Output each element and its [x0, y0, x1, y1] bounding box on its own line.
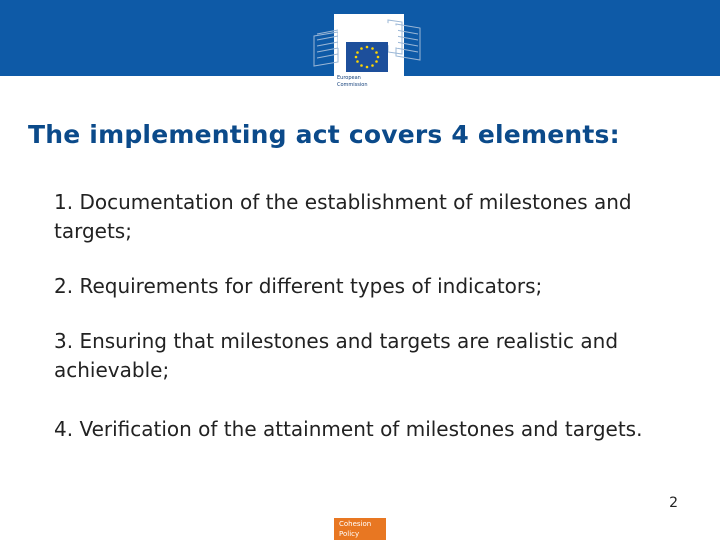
- logo-text-line2: Commission: [337, 82, 368, 88]
- logo-wordmark: [337, 75, 399, 89]
- page-number: 2: [669, 495, 678, 511]
- list-item: 1. Documentation of the establishment of milestones and targets;: [54, 190, 632, 243]
- logo-text-line1: European: [337, 75, 361, 81]
- element-list: [54, 188, 694, 444]
- list-item: 4. Verification of the attainment of milestones and targets.: [54, 417, 643, 441]
- badge-line2: Policy: [339, 530, 360, 538]
- cohesion-policy-badge: [334, 518, 386, 540]
- badge-line1: Cohesion: [339, 520, 372, 528]
- list-item: 3. Ensuring that milestones and targets are realistic and achievable;: [54, 329, 619, 382]
- slide-title: The implementing act covers 4 elements:: [28, 120, 620, 149]
- european-commission-logo-icon: [308, 14, 428, 76]
- european-commission-logo: [308, 14, 428, 100]
- list-item: 2. Requirements for different types of indicators;: [54, 274, 543, 298]
